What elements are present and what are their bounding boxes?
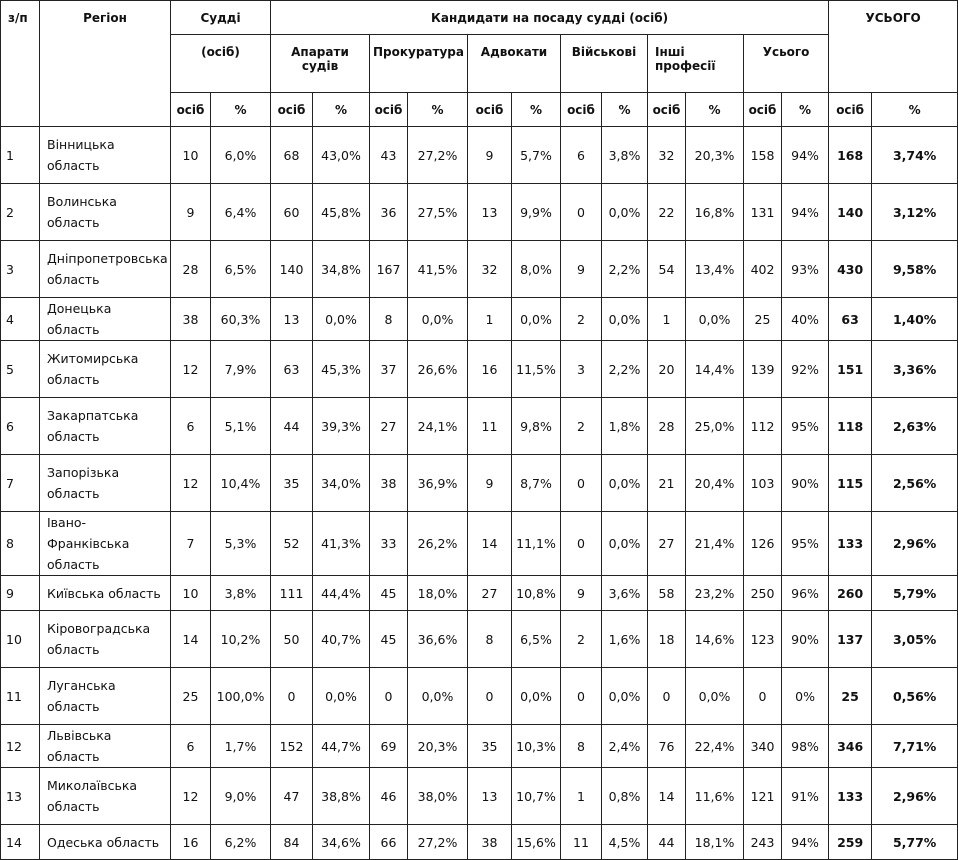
header-group-military: Військові xyxy=(561,35,648,93)
header-index: з/п xyxy=(1,1,40,127)
table-row xyxy=(1,725,958,768)
court-staff-count: 50 xyxy=(271,611,313,668)
subtotal-pct: 93% xyxy=(782,241,829,298)
prosecution-pct: 36,9% xyxy=(408,455,468,512)
sub-pct: % xyxy=(686,93,744,127)
subtotal-count: 158 xyxy=(744,127,782,184)
military-pct: 0,0% xyxy=(602,298,648,341)
total-pct: 0,56% xyxy=(872,668,958,725)
lawyers-count: 1 xyxy=(468,298,512,341)
header-group-prosecution: Прокуратура xyxy=(370,35,468,93)
lawyers-count: 16 xyxy=(468,341,512,398)
judges-count: 10 xyxy=(171,576,211,611)
judges-count: 38 xyxy=(171,298,211,341)
subtotal-count: 25 xyxy=(744,298,782,341)
total-count: 168 xyxy=(829,127,872,184)
region-name: Львівська область xyxy=(40,725,171,768)
other-pct: 13,4% xyxy=(686,241,744,298)
total-count: 137 xyxy=(829,611,872,668)
subtotal-pct: 90% xyxy=(782,611,829,668)
lawyers-count: 9 xyxy=(468,455,512,512)
total-pct: 3,12% xyxy=(872,184,958,241)
total-count: 140 xyxy=(829,184,872,241)
header-group-subtotal: Усього xyxy=(744,35,829,93)
sub-count: осіб xyxy=(829,93,872,127)
court-staff-count: 111 xyxy=(271,576,313,611)
military-count: 0 xyxy=(561,512,602,576)
court-staff-count: 52 xyxy=(271,512,313,576)
other-count: 28 xyxy=(648,398,686,455)
lawyers-count: 13 xyxy=(468,768,512,825)
lawyers-pct: 9,8% xyxy=(512,398,561,455)
judges-pct: 3,8% xyxy=(211,576,271,611)
military-pct: 2,2% xyxy=(602,241,648,298)
subtotal-count: 131 xyxy=(744,184,782,241)
subtotal-pct: 91% xyxy=(782,768,829,825)
subtotal-pct: 95% xyxy=(782,398,829,455)
header-candidates: Кандидати на посаду судді (осіб) xyxy=(271,1,829,35)
other-count: 58 xyxy=(648,576,686,611)
sub-count: осіб xyxy=(370,93,408,127)
military-count: 11 xyxy=(561,825,602,860)
subtotal-count: 243 xyxy=(744,825,782,860)
other-count: 44 xyxy=(648,825,686,860)
prosecution-count: 37 xyxy=(370,341,408,398)
row-index: 14 xyxy=(1,825,40,860)
military-pct: 0,0% xyxy=(602,184,648,241)
region-name: Донецька область xyxy=(40,298,171,341)
other-pct: 23,2% xyxy=(686,576,744,611)
lawyers-count: 11 xyxy=(468,398,512,455)
court-staff-pct: 43,0% xyxy=(313,127,370,184)
military-count: 2 xyxy=(561,611,602,668)
court-staff-count: 47 xyxy=(271,768,313,825)
judges-pct: 6,4% xyxy=(211,184,271,241)
judges-count: 7 xyxy=(171,512,211,576)
total-count: 25 xyxy=(829,668,872,725)
court-staff-count: 68 xyxy=(271,127,313,184)
sub-pct: % xyxy=(211,93,271,127)
judges-count: 12 xyxy=(171,455,211,512)
row-index: 1 xyxy=(1,127,40,184)
subtotal-count: 103 xyxy=(744,455,782,512)
judges-pct: 6,5% xyxy=(211,241,271,298)
subtotal-pct: 40% xyxy=(782,298,829,341)
subtotal-pct: 92% xyxy=(782,341,829,398)
court-staff-pct: 45,3% xyxy=(313,341,370,398)
region-name: Івано-Франківська область xyxy=(40,512,171,576)
prosecution-pct: 20,3% xyxy=(408,725,468,768)
region-name: Одеська область xyxy=(40,825,171,860)
subtotal-pct: 94% xyxy=(782,825,829,860)
court-staff-count: 152 xyxy=(271,725,313,768)
judges-count: 10 xyxy=(171,127,211,184)
court-staff-pct: 39,3% xyxy=(313,398,370,455)
court-staff-count: 60 xyxy=(271,184,313,241)
subtotal-pct: 96% xyxy=(782,576,829,611)
judges-count: 25 xyxy=(171,668,211,725)
court-staff-pct: 44,4% xyxy=(313,576,370,611)
military-pct: 2,2% xyxy=(602,341,648,398)
court-staff-pct: 45,8% xyxy=(313,184,370,241)
prosecution-count: 69 xyxy=(370,725,408,768)
judges-pct: 10,2% xyxy=(211,611,271,668)
total-count: 346 xyxy=(829,725,872,768)
lawyers-pct: 6,5% xyxy=(512,611,561,668)
region-name: Житомирська область xyxy=(40,341,171,398)
court-staff-pct: 34,0% xyxy=(313,455,370,512)
subtotal-pct: 0% xyxy=(782,668,829,725)
region-name: Запорізька область xyxy=(40,455,171,512)
total-count: 133 xyxy=(829,768,872,825)
other-pct: 14,6% xyxy=(686,611,744,668)
court-staff-count: 13 xyxy=(271,298,313,341)
lawyers-pct: 11,5% xyxy=(512,341,561,398)
prosecution-count: 45 xyxy=(370,576,408,611)
sub-count: осіб xyxy=(271,93,313,127)
prosecution-count: 8 xyxy=(370,298,408,341)
total-count: 133 xyxy=(829,512,872,576)
table-row xyxy=(1,611,958,668)
military-count: 6 xyxy=(561,127,602,184)
subtotal-count: 126 xyxy=(744,512,782,576)
other-pct: 0,0% xyxy=(686,298,744,341)
total-pct: 5,79% xyxy=(872,576,958,611)
court-staff-pct: 38,8% xyxy=(313,768,370,825)
military-count: 0 xyxy=(561,184,602,241)
lawyers-count: 35 xyxy=(468,725,512,768)
other-pct: 14,4% xyxy=(686,341,744,398)
total-pct: 7,71% xyxy=(872,725,958,768)
prosecution-count: 43 xyxy=(370,127,408,184)
total-pct: 5,77% xyxy=(872,825,958,860)
prosecution-pct: 27,5% xyxy=(408,184,468,241)
prosecution-pct: 18,0% xyxy=(408,576,468,611)
military-count: 0 xyxy=(561,455,602,512)
table-body xyxy=(1,127,958,860)
judges-count: 9 xyxy=(171,184,211,241)
court-staff-pct: 34,6% xyxy=(313,825,370,860)
sub-pct: % xyxy=(512,93,561,127)
court-staff-pct: 40,7% xyxy=(313,611,370,668)
prosecution-pct: 0,0% xyxy=(408,668,468,725)
prosecution-pct: 26,2% xyxy=(408,512,468,576)
military-count: 9 xyxy=(561,576,602,611)
prosecution-count: 36 xyxy=(370,184,408,241)
row-index: 11 xyxy=(1,668,40,725)
judges-count: 16 xyxy=(171,825,211,860)
other-count: 22 xyxy=(648,184,686,241)
court-staff-count: 0 xyxy=(271,668,313,725)
lawyers-pct: 11,1% xyxy=(512,512,561,576)
military-count: 9 xyxy=(561,241,602,298)
military-pct: 1,6% xyxy=(602,611,648,668)
other-count: 76 xyxy=(648,725,686,768)
region-name: Кіровоградська область xyxy=(40,611,171,668)
prosecution-count: 0 xyxy=(370,668,408,725)
lawyers-pct: 8,7% xyxy=(512,455,561,512)
header-group-court-staff: Апарати судів xyxy=(271,35,370,93)
military-count: 3 xyxy=(561,341,602,398)
judges-pct: 7,9% xyxy=(211,341,271,398)
other-pct: 20,4% xyxy=(686,455,744,512)
other-count: 21 xyxy=(648,455,686,512)
total-count: 118 xyxy=(829,398,872,455)
row-index: 5 xyxy=(1,341,40,398)
sub-count: осіб xyxy=(744,93,782,127)
judges-count: 6 xyxy=(171,398,211,455)
prosecution-pct: 0,0% xyxy=(408,298,468,341)
table-row xyxy=(1,341,958,398)
other-pct: 21,4% xyxy=(686,512,744,576)
subtotal-count: 402 xyxy=(744,241,782,298)
court-staff-count: 35 xyxy=(271,455,313,512)
court-staff-count: 84 xyxy=(271,825,313,860)
prosecution-count: 167 xyxy=(370,241,408,298)
total-pct: 3,05% xyxy=(872,611,958,668)
military-pct: 0,8% xyxy=(602,768,648,825)
prosecution-count: 27 xyxy=(370,398,408,455)
subtotal-pct: 90% xyxy=(782,455,829,512)
table-row xyxy=(1,455,958,512)
total-count: 430 xyxy=(829,241,872,298)
subtotal-count: 340 xyxy=(744,725,782,768)
row-index: 8 xyxy=(1,512,40,576)
prosecution-count: 38 xyxy=(370,455,408,512)
total-pct: 2,56% xyxy=(872,455,958,512)
prosecution-count: 46 xyxy=(370,768,408,825)
prosecution-count: 33 xyxy=(370,512,408,576)
other-pct: 25,0% xyxy=(686,398,744,455)
row-index: 7 xyxy=(1,455,40,512)
region-name: Дніпропетровська область xyxy=(40,241,171,298)
sub-count: осіб xyxy=(171,93,211,127)
other-pct: 22,4% xyxy=(686,725,744,768)
lawyers-count: 8 xyxy=(468,611,512,668)
prosecution-pct: 27,2% xyxy=(408,825,468,860)
region-name: Київська область xyxy=(40,576,171,611)
prosecution-pct: 41,5% xyxy=(408,241,468,298)
table-row xyxy=(1,512,958,576)
lawyers-count: 38 xyxy=(468,825,512,860)
region-name: Закарпатська область xyxy=(40,398,171,455)
judges-pct: 5,1% xyxy=(211,398,271,455)
court-staff-count: 63 xyxy=(271,341,313,398)
lawyers-count: 14 xyxy=(468,512,512,576)
other-pct: 16,8% xyxy=(686,184,744,241)
total-pct: 3,36% xyxy=(872,341,958,398)
total-pct: 3,74% xyxy=(872,127,958,184)
sub-pct: % xyxy=(313,93,370,127)
judges-count: 14 xyxy=(171,611,211,668)
subtotal-pct: 94% xyxy=(782,127,829,184)
row-index: 10 xyxy=(1,611,40,668)
other-count: 0 xyxy=(648,668,686,725)
other-count: 54 xyxy=(648,241,686,298)
judges-pct: 100,0% xyxy=(211,668,271,725)
table-row xyxy=(1,398,958,455)
judges-pct: 6,0% xyxy=(211,127,271,184)
prosecution-count: 45 xyxy=(370,611,408,668)
military-count: 0 xyxy=(561,668,602,725)
total-count: 259 xyxy=(829,825,872,860)
judges-count: 6 xyxy=(171,725,211,768)
subtotal-count: 121 xyxy=(744,768,782,825)
total-count: 63 xyxy=(829,298,872,341)
region-name: Луганська область xyxy=(40,668,171,725)
total-count: 115 xyxy=(829,455,872,512)
judges-count: 12 xyxy=(171,768,211,825)
row-index: 6 xyxy=(1,398,40,455)
header-judges: Судді xyxy=(171,1,271,35)
military-pct: 0,0% xyxy=(602,512,648,576)
other-count: 14 xyxy=(648,768,686,825)
row-index: 13 xyxy=(1,768,40,825)
court-staff-pct: 41,3% xyxy=(313,512,370,576)
military-count: 8 xyxy=(561,725,602,768)
judges-pct: 5,3% xyxy=(211,512,271,576)
military-count: 2 xyxy=(561,398,602,455)
region-name: Миколаївська область xyxy=(40,768,171,825)
table-header xyxy=(1,1,958,127)
military-pct: 1,8% xyxy=(602,398,648,455)
row-index: 9 xyxy=(1,576,40,611)
lawyers-pct: 10,7% xyxy=(512,768,561,825)
prosecution-pct: 36,6% xyxy=(408,611,468,668)
sub-pct: % xyxy=(782,93,829,127)
region-name: Волинська область xyxy=(40,184,171,241)
judges-pct: 9,0% xyxy=(211,768,271,825)
military-count: 1 xyxy=(561,768,602,825)
total-pct: 2,96% xyxy=(872,768,958,825)
prosecution-pct: 27,2% xyxy=(408,127,468,184)
prosecution-pct: 38,0% xyxy=(408,768,468,825)
court-staff-pct: 44,7% xyxy=(313,725,370,768)
subtotal-pct: 94% xyxy=(782,184,829,241)
other-pct: 11,6% xyxy=(686,768,744,825)
military-count: 2 xyxy=(561,298,602,341)
court-staff-count: 44 xyxy=(271,398,313,455)
court-staff-pct: 34,8% xyxy=(313,241,370,298)
court-staff-count: 140 xyxy=(271,241,313,298)
subtotal-count: 139 xyxy=(744,341,782,398)
sub-pct: % xyxy=(408,93,468,127)
header-judges-unit: (осіб) xyxy=(171,35,271,93)
header-total: УСЬОГО xyxy=(829,1,958,93)
table-row xyxy=(1,298,958,341)
lawyers-count: 32 xyxy=(468,241,512,298)
header-group-other: Інші професії xyxy=(648,35,744,93)
military-pct: 4,5% xyxy=(602,825,648,860)
lawyers-count: 9 xyxy=(468,127,512,184)
military-pct: 0,0% xyxy=(602,455,648,512)
lawyers-count: 27 xyxy=(468,576,512,611)
other-count: 20 xyxy=(648,341,686,398)
table-row xyxy=(1,825,958,860)
subtotal-count: 112 xyxy=(744,398,782,455)
table-row xyxy=(1,241,958,298)
subtotal-pct: 95% xyxy=(782,512,829,576)
table-row xyxy=(1,127,958,184)
region-name: Вінницька область xyxy=(40,127,171,184)
lawyers-count: 13 xyxy=(468,184,512,241)
other-pct: 18,1% xyxy=(686,825,744,860)
military-pct: 3,8% xyxy=(602,127,648,184)
sub-pct: % xyxy=(872,93,958,127)
prosecution-count: 66 xyxy=(370,825,408,860)
header-region: Регіон xyxy=(40,1,171,127)
total-pct: 1,40% xyxy=(872,298,958,341)
other-pct: 0,0% xyxy=(686,668,744,725)
lawyers-pct: 10,3% xyxy=(512,725,561,768)
military-pct: 3,6% xyxy=(602,576,648,611)
sub-count: осіб xyxy=(648,93,686,127)
lawyers-pct: 15,6% xyxy=(512,825,561,860)
judges-pct: 10,4% xyxy=(211,455,271,512)
judges-pct: 60,3% xyxy=(211,298,271,341)
row-index: 4 xyxy=(1,298,40,341)
other-count: 27 xyxy=(648,512,686,576)
other-count: 1 xyxy=(648,298,686,341)
table-row xyxy=(1,668,958,725)
judges-count: 28 xyxy=(171,241,211,298)
prosecution-pct: 24,1% xyxy=(408,398,468,455)
sub-count: осіб xyxy=(468,93,512,127)
row-index: 12 xyxy=(1,725,40,768)
row-index: 2 xyxy=(1,184,40,241)
lawyers-pct: 0,0% xyxy=(512,668,561,725)
total-count: 151 xyxy=(829,341,872,398)
header-group-lawyers: Адвокати xyxy=(468,35,561,93)
table-row xyxy=(1,184,958,241)
row-index: 3 xyxy=(1,241,40,298)
lawyers-pct: 10,8% xyxy=(512,576,561,611)
lawyers-pct: 0,0% xyxy=(512,298,561,341)
total-pct: 2,63% xyxy=(872,398,958,455)
military-pct: 2,4% xyxy=(602,725,648,768)
total-pct: 2,96% xyxy=(872,512,958,576)
judges-pct: 1,7% xyxy=(211,725,271,768)
court-staff-pct: 0,0% xyxy=(313,668,370,725)
other-pct: 20,3% xyxy=(686,127,744,184)
judges-count: 12 xyxy=(171,341,211,398)
other-count: 32 xyxy=(648,127,686,184)
subtotal-count: 0 xyxy=(744,668,782,725)
total-pct: 9,58% xyxy=(872,241,958,298)
lawyers-pct: 8,0% xyxy=(512,241,561,298)
prosecution-pct: 26,6% xyxy=(408,341,468,398)
table-row xyxy=(1,768,958,825)
total-count: 260 xyxy=(829,576,872,611)
subtotal-count: 250 xyxy=(744,576,782,611)
table-row xyxy=(1,576,958,611)
court-staff-pct: 0,0% xyxy=(313,298,370,341)
judges-pct: 6,2% xyxy=(211,825,271,860)
subtotal-count: 123 xyxy=(744,611,782,668)
lawyers-pct: 5,7% xyxy=(512,127,561,184)
military-pct: 0,0% xyxy=(602,668,648,725)
lawyers-pct: 9,9% xyxy=(512,184,561,241)
lawyers-count: 0 xyxy=(468,668,512,725)
sub-pct: % xyxy=(602,93,648,127)
subtotal-pct: 98% xyxy=(782,725,829,768)
other-count: 18 xyxy=(648,611,686,668)
sub-count: осіб xyxy=(561,93,602,127)
